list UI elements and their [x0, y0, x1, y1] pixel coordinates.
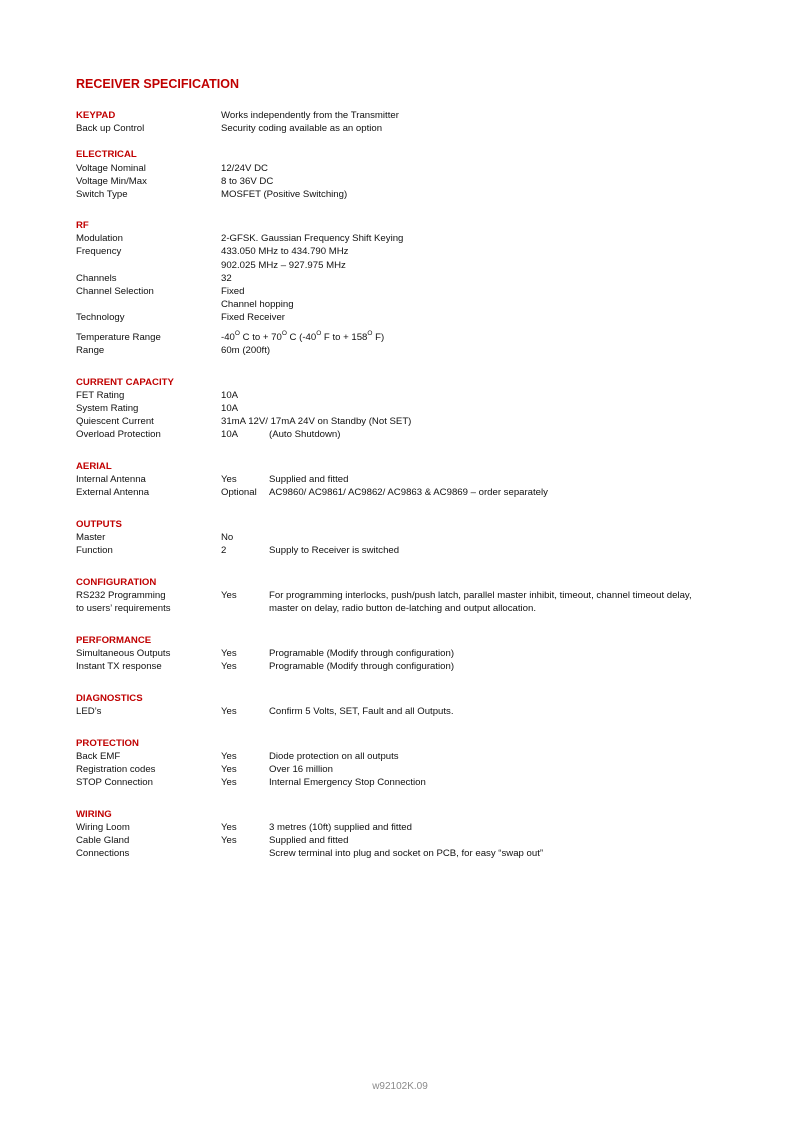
temp-text: C (-40: [286, 332, 317, 343]
spec-note: Programable (Modify through configuration): [269, 648, 455, 659]
spec-row: [76, 245, 756, 258]
spec-row: [76, 473, 756, 486]
spec-value: Yes: [221, 835, 237, 846]
spec-label: Channel Selection: [76, 286, 154, 297]
spec-value: 2: [221, 545, 227, 556]
spec-row: [76, 660, 756, 673]
spec-value: 902.025 MHz – 927.975 MHz: [221, 260, 346, 271]
spec-row: [76, 344, 756, 357]
spec-label: Back EMF: [76, 751, 121, 762]
spec-label: Instant TX response: [76, 661, 162, 672]
spec-row: [76, 647, 756, 660]
spec-label: Master: [76, 532, 106, 543]
degree-mark: O: [316, 330, 322, 337]
temp-text: F to + 158: [321, 332, 368, 343]
spec-note: For programming interlocks, push/push latch, parallel master inhibit, timeout, channel timeout delay,: [269, 590, 692, 601]
spec-label: System Rating: [76, 403, 139, 414]
spec-label: Modulation: [76, 233, 123, 244]
section-heading-wiring: WIRING: [76, 809, 112, 820]
spec-label: Voltage Min/Max: [76, 176, 147, 187]
spec-label: Connections: [76, 848, 130, 859]
spec-row: [76, 776, 756, 789]
section-heading-keypad: KEYPAD: [76, 110, 116, 121]
spec-label: Switch Type: [76, 189, 128, 200]
spec-label: Simultaneous Outputs: [76, 648, 171, 659]
spec-row: [76, 402, 756, 415]
section-heading-diagnostics: DIAGNOSTICS: [76, 693, 143, 704]
keypad-row-2: [76, 122, 756, 135]
spec-row: [76, 259, 756, 272]
degree-mark: O: [234, 330, 240, 337]
document-code-footer: w92102K.09: [372, 1081, 428, 1092]
spec-label: STOP Connection: [76, 777, 153, 788]
spec-label: LED’s: [76, 706, 102, 717]
spec-label: Channels: [76, 273, 117, 284]
spec-value: 32: [221, 273, 232, 284]
spec-label: Frequency: [76, 246, 122, 257]
spec-value: 12/24V DC: [221, 163, 268, 174]
spec-value: Yes: [221, 706, 237, 717]
section-heading-aerial: AERIAL: [76, 461, 112, 472]
spec-row: [76, 705, 756, 718]
spec-note: Screw terminal into plug and socket on PCB, for easy “swap out”: [269, 848, 544, 859]
spec-note: Supply to Receiver is switched: [269, 545, 400, 556]
spec-row: [76, 415, 756, 428]
spec-value: 8 to 36V DC: [221, 176, 274, 187]
spec-value: 10A: [221, 429, 239, 440]
spec-value: Fixed Receiver: [221, 312, 285, 323]
spec-row: [76, 389, 756, 402]
spec-note: master on delay, radio button de-latching and output allocation.: [269, 603, 537, 614]
spec-row: [76, 834, 756, 847]
spec-note: (Auto Shutdown): [269, 429, 341, 440]
spec-label: Voltage Nominal: [76, 163, 146, 174]
spec-row: [76, 821, 756, 834]
temperature-range-value: [221, 331, 384, 344]
spec-note: Supplied and fitted: [269, 835, 349, 846]
spec-label: Registration codes: [76, 764, 156, 775]
spec-row: [76, 232, 756, 245]
spec-note: AC9860/ AC9861/ AC9862/ AC9863 & AC9869 – order separately: [269, 487, 548, 498]
spec-value: Works independently from the Transmitter: [221, 110, 399, 121]
spec-value: Yes: [221, 777, 237, 788]
spec-label: Function: [76, 545, 113, 556]
spec-label: Wiring Loom: [76, 822, 130, 833]
spec-row: [76, 175, 756, 188]
section-heading-current-capacity: CURRENT CAPACITY: [76, 377, 174, 388]
spec-row: [76, 428, 756, 441]
spec-row: [76, 531, 756, 544]
spec-row: [76, 162, 756, 175]
spec-value: Security coding available as an option: [221, 123, 383, 134]
section-heading-rf: RF: [76, 220, 89, 231]
spec-label: to users’ requirements: [76, 603, 171, 614]
spec-label: Range: [76, 345, 105, 356]
spec-label: Internal Antenna: [76, 474, 146, 485]
spec-row: [76, 285, 756, 298]
spec-value: Yes: [221, 648, 237, 659]
spec-note: Supplied and fitted: [269, 474, 349, 485]
spec-note: Diode protection on all outputs: [269, 751, 399, 762]
spec-value: 10A: [221, 403, 239, 414]
spec-label: External Antenna: [76, 487, 150, 498]
section-heading-outputs: OUTPUTS: [76, 519, 122, 530]
spec-label: Technology: [76, 312, 125, 323]
spec-value: 31mA 12V/ 17mA 24V on Standby (Not SET): [221, 416, 412, 427]
spec-row: [76, 298, 756, 311]
spec-row: [76, 589, 756, 602]
degree-mark: O: [281, 330, 287, 337]
keypad-row-1: [76, 109, 756, 122]
spec-value: Channel hopping: [221, 299, 294, 310]
degree-mark: O: [367, 330, 373, 337]
spec-value: 10A: [221, 390, 239, 401]
spec-row: [76, 486, 756, 499]
spec-value: Fixed: [221, 286, 245, 297]
spec-label: Cable Gland: [76, 835, 130, 846]
spec-value: Yes: [221, 474, 237, 485]
spec-label: Temperature Range: [76, 332, 161, 343]
page-title: RECEIVER SPECIFICATION: [76, 77, 239, 91]
spec-value: 60m (200ft): [221, 345, 271, 356]
spec-value: Yes: [221, 661, 237, 672]
spec-note: Confirm 5 Volts, SET, Fault and all Outputs.: [269, 706, 454, 717]
spec-note: 3 metres (10ft) supplied and fitted: [269, 822, 412, 833]
spec-row: [76, 311, 756, 324]
spec-row: [76, 847, 756, 860]
temp-text: -40: [221, 332, 235, 343]
spec-label: RS232 Programming: [76, 590, 166, 601]
spec-label: FET Rating: [76, 390, 125, 401]
spec-value: No: [221, 532, 234, 543]
spec-label: Quiescent Current: [76, 416, 154, 427]
temp-text: F): [372, 332, 385, 343]
spec-row: [76, 272, 756, 285]
spec-row: [76, 602, 756, 615]
spec-value: Optional: [221, 487, 257, 498]
spec-value: Yes: [221, 764, 237, 775]
spec-label: Overload Protection: [76, 429, 161, 440]
temp-text: C to + 70: [239, 332, 282, 343]
section-heading-configuration: CONFIGURATION: [76, 577, 157, 588]
spec-row: [76, 544, 756, 557]
spec-row: [76, 188, 756, 201]
section-heading-protection: PROTECTION: [76, 738, 139, 749]
spec-label: Back up Control: [76, 123, 145, 134]
spec-value: Yes: [221, 751, 237, 762]
spec-note: Programable (Modify through configuration): [269, 661, 455, 672]
section-heading-electrical: ELECTRICAL: [76, 149, 137, 160]
spec-value: 433.050 MHz to 434.790 MHz: [221, 246, 349, 257]
spec-row: [76, 331, 756, 344]
spec-value: Yes: [221, 822, 237, 833]
section-heading-performance: PERFORMANCE: [76, 635, 152, 646]
spec-value: MOSFET (Positive Switching): [221, 189, 348, 200]
spec-row: [76, 763, 756, 776]
spec-row: [76, 750, 756, 763]
spec-note: Over 16 million: [269, 764, 333, 775]
spec-note: Internal Emergency Stop Connection: [269, 777, 426, 788]
spec-value: Yes: [221, 590, 237, 601]
spec-value: 2-GFSK. Gaussian Frequency Shift Keying: [221, 233, 404, 244]
